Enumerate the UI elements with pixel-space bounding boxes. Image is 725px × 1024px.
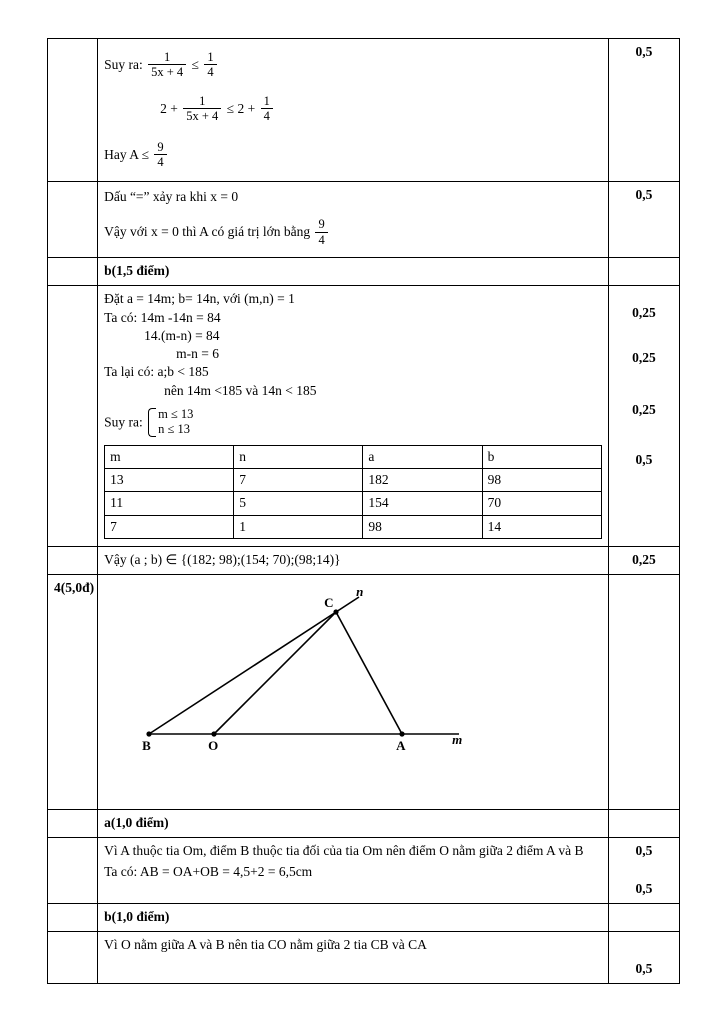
proof-b-line-1: Vì O nằm giữa A và B nên tia CO nằm giữa 2 tia CB và CA	[104, 936, 427, 952]
cell-score-8	[608, 838, 679, 903]
subheading-label: a(1,0 điểm)	[104, 815, 169, 831]
cell-m: 13	[105, 469, 234, 492]
work-line-4: m-n = 6	[176, 346, 219, 362]
line2-prefix: 2 +	[160, 100, 178, 116]
fraction-4: $\frac{1}{4}$	[261, 94, 273, 124]
cell-left-empty-2	[48, 182, 98, 258]
cell-score-1	[608, 39, 679, 182]
score-value: 0,5	[635, 452, 653, 468]
cell-a: 98	[363, 515, 482, 538]
table-row	[48, 39, 680, 182]
cell-left-empty-1	[48, 39, 98, 182]
score-value: 0,25	[632, 305, 656, 321]
cell-score-9	[608, 903, 679, 931]
cell-score-2	[608, 182, 679, 258]
cell-score-3	[608, 258, 679, 286]
score-value: 0,5	[635, 880, 653, 896]
hay-prefix: Hay A	[104, 146, 139, 162]
cell-n: 7	[234, 469, 363, 492]
proof-a-line-2: Ta có: AB = OA+OB = 4,5+2 = 6,5cm	[104, 863, 313, 879]
cell-content-proof-a	[98, 838, 609, 903]
values-table	[104, 445, 602, 539]
values-table-row	[105, 515, 602, 538]
system-of-inequalities	[146, 407, 193, 438]
table-row	[48, 903, 680, 931]
cell-content-conclusion	[98, 546, 609, 574]
cell-content-suyra	[98, 39, 609, 182]
score-value: 0,25	[632, 349, 656, 365]
system-row-2: n ≤ 13	[158, 422, 190, 437]
answer-key-table	[47, 38, 680, 984]
line2-mid: 2 +	[237, 100, 256, 116]
table-row	[48, 182, 680, 258]
cell-left-empty-10	[48, 931, 98, 983]
work-line-1: Đặt a = 14m; b= 14n, với (m,n) = 1	[104, 291, 295, 307]
cell-left-empty-9	[48, 903, 98, 931]
table-row	[48, 575, 680, 810]
fraction-9-4: $\frac{9}{4}$	[315, 217, 327, 247]
suyra-prefix: Suy ra:	[104, 56, 143, 72]
figure-label-O: O	[208, 738, 219, 754]
cell-m: 7	[105, 515, 234, 538]
cell-b: 70	[482, 492, 601, 515]
cell-content-proof-b	[98, 931, 609, 983]
cell-left-empty-8	[48, 838, 98, 903]
work-line-7: Suy ra:	[104, 414, 143, 430]
cell-a: 182	[363, 469, 482, 492]
cell-subheading-b15	[98, 258, 609, 286]
geometry-diagram	[104, 579, 604, 804]
score-value: 0,5	[635, 843, 653, 859]
system-row-1: m ≤ 13	[158, 406, 194, 421]
cell-score-7	[608, 810, 679, 838]
table-row	[48, 810, 680, 838]
relation-3: ≤	[141, 146, 150, 162]
cell-score-4	[608, 286, 679, 546]
cell-m: 11	[105, 492, 234, 515]
work-line-5: Ta lại có: a;b < 185	[104, 364, 209, 380]
column-header-a: a	[363, 446, 482, 469]
fraction-3: $\frac{1}{5x + 4}$	[183, 94, 221, 124]
values-table-row	[105, 492, 602, 515]
figure-label-B: B	[142, 738, 151, 754]
score-value: 0,5	[635, 187, 653, 203]
cell-a: 154	[363, 492, 482, 515]
cell-geometry-figure	[98, 575, 609, 810]
column-header-b: b	[482, 446, 601, 469]
cell-score-5	[608, 546, 679, 574]
score-value: 0,5	[635, 960, 653, 976]
proof-a-line-1: Vì A thuộc tia Om, điểm B thuộc tia đối của tia Om nên điểm O nằm giữa 2 điểm A và B	[104, 843, 584, 859]
cell-n: 5	[234, 492, 363, 515]
work-line-3: 14.(m-n) = 84	[144, 327, 220, 343]
fraction-2: $\frac{1}{4}$	[204, 50, 216, 80]
column-header-n: n	[234, 446, 363, 469]
figure-label-C: C	[324, 595, 334, 611]
cell-subheading-a10	[98, 810, 609, 838]
conclusion-text: Vậy (a ; b) ∈ {(182; 98);(154; 70);(98;14)}	[104, 551, 341, 567]
figure-label-n: n	[356, 584, 364, 600]
cell-left-empty-4	[48, 286, 98, 546]
table-row	[48, 286, 680, 546]
score-value: 0,25	[632, 551, 656, 567]
cell-subheading-b10	[98, 903, 609, 931]
cell-left-empty-7	[48, 810, 98, 838]
cell-b: 14	[482, 515, 601, 538]
values-table-row	[105, 469, 602, 492]
work-line-2: Ta có: 14m -14n = 84	[104, 309, 221, 325]
figure-label-A: A	[396, 738, 406, 754]
cell-left-empty-3	[48, 258, 98, 286]
subheading-label: b(1,5 điểm)	[104, 263, 170, 279]
cell-question-number	[48, 575, 98, 810]
figure-label-m: m	[452, 732, 463, 748]
relation-1: ≤	[191, 56, 199, 72]
cell-left-empty-5	[48, 546, 98, 574]
column-header-m: m	[105, 446, 234, 469]
cell-content-work	[98, 286, 609, 546]
values-table-header-row	[105, 446, 602, 469]
vay-line: Vậy với x = 0 thì A có giá trị lớn bằng	[104, 224, 311, 240]
question-number-label: 4(5,0đ)	[54, 580, 95, 596]
dau-line: Dấu “=” xảy ra khi x = 0	[104, 189, 239, 205]
table-row	[48, 838, 680, 903]
subheading-label: b(1,0 điểm)	[104, 908, 170, 924]
cell-n: 1	[234, 515, 363, 538]
table-row	[48, 546, 680, 574]
figure-container	[104, 579, 602, 804]
cell-score-10	[608, 931, 679, 983]
work-line-6: nên 14m <185 và 14n < 185	[164, 382, 317, 398]
table-row	[48, 931, 680, 983]
table-row	[48, 258, 680, 286]
fraction-1: $\frac{1}{5x + 4}$	[148, 50, 186, 80]
fraction-5: $\frac{9}{4}$	[154, 140, 166, 170]
cell-content-dau	[98, 182, 609, 258]
score-value: 0,25	[632, 401, 656, 417]
cell-score-6	[608, 575, 679, 810]
score-value: 0,5	[635, 44, 653, 59]
cell-b: 98	[482, 469, 601, 492]
relation-2: ≤	[226, 100, 235, 116]
